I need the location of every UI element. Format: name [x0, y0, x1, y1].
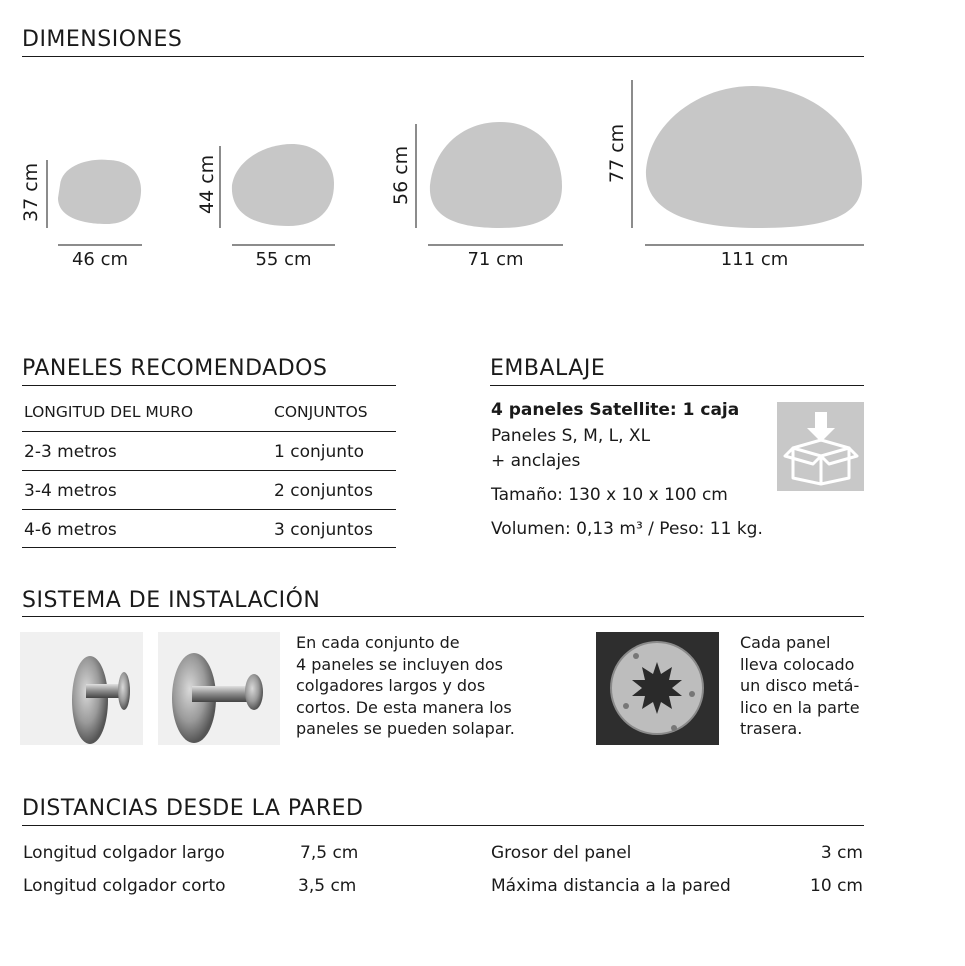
height-label-m: 44 cm: [196, 154, 218, 214]
row-sets: 2 conjuntos: [274, 481, 373, 501]
width-label-l: 71 cm: [467, 249, 524, 270]
embalaje-line2: Paneles S, M, L, XL: [491, 426, 651, 446]
disc-line: un disco metá-: [740, 676, 860, 695]
embalaje-title: EMBALAJE: [490, 356, 606, 381]
paneles-col-sets: CONJUNTOS: [274, 403, 368, 421]
hangers-line: cortos. De esta manera los: [296, 697, 512, 717]
distancias-title: DISTANCIAS DESDE LA PARED: [22, 796, 364, 821]
hanger-photo-long: [20, 632, 143, 745]
dist-value-thickness: 3 cm: [820, 843, 863, 863]
metal-disc-photo: [596, 632, 719, 745]
row-length: 3-4 metros: [24, 481, 117, 501]
disc-line: lico en la parte: [740, 697, 860, 717]
panel-shape-m: [220, 144, 335, 245]
panel-blob-m: [232, 144, 334, 226]
dist-value-max: 10 cm: [810, 876, 863, 896]
row-sets: 3 conjuntos: [274, 520, 373, 540]
panel-shape-s: [47, 160, 142, 245]
dist-label-long: Longitud colgador largo: [23, 843, 225, 863]
instalacion-rule: [22, 616, 864, 617]
hangers-line: 4 paneles se incluyen dos: [296, 654, 503, 674]
embalaje-size: Tamaño: 130 x 10 x 100 cm: [491, 485, 728, 505]
dimensions-title: DIMENSIONES: [22, 27, 183, 52]
box-download-icon: [777, 402, 864, 491]
embalaje-volume: Volumen: 0,13 m³ / Peso: 11 kg.: [491, 519, 763, 539]
width-label-s: 46 cm: [71, 249, 129, 270]
table-row: [22, 471, 396, 510]
instalacion-text-disc: [740, 632, 860, 740]
disc-line: Cada panel: [740, 633, 831, 652]
paneles-rule: [22, 385, 396, 386]
hangers-line: paneles se pueden solapar.: [296, 719, 515, 738]
disc-line: lleva colocado: [740, 654, 855, 674]
height-label-xl: 77 cm: [606, 123, 628, 183]
distancias-rule: [22, 825, 864, 826]
dist-label-max: Máxima distancia a la pared: [491, 876, 731, 896]
table-row: [22, 510, 396, 548]
row-length: 2-3 metros: [24, 442, 117, 462]
hangers-line: En cada conjunto de: [296, 633, 460, 652]
embalaje-line1: 4 paneles Satellite: 1 caja: [491, 400, 740, 420]
embalaje-rule: [490, 385, 864, 386]
paneles-header-row: [22, 392, 396, 432]
height-label-s: 37 cm: [20, 162, 42, 222]
dist-value-short: 3,5 cm: [298, 876, 357, 896]
hanger-photo-short: [158, 632, 280, 745]
panel-shape-xl: [632, 80, 864, 245]
row-sets: 1 conjunto: [274, 442, 365, 462]
width-label-m: 55 cm: [255, 249, 312, 270]
panel-blob-xl: [646, 86, 862, 228]
instalacion-text-hangers: [296, 632, 515, 740]
embalaje-line3: + anclajes: [491, 451, 581, 471]
width-label-xl: 111 cm: [720, 249, 789, 270]
paneles-table: [22, 392, 396, 548]
paneles-title: PANELES RECOMENDADOS: [22, 356, 328, 381]
instalacion-title: SISTEMA DE INSTALACIÓN: [22, 588, 321, 613]
panel-shape-l: [416, 122, 563, 245]
dimensions-rule: [22, 56, 864, 57]
paneles-col-length: LONGITUD DEL MURO: [24, 403, 194, 421]
hangers-line: colgadores largos y dos: [296, 676, 486, 695]
table-row: [22, 432, 396, 471]
panel-blob-s: [58, 160, 141, 224]
panel-blob-l: [430, 122, 562, 228]
disc-line: trasera.: [740, 719, 803, 738]
height-label-l: 56 cm: [390, 145, 412, 205]
dist-value-long: 7,5 cm: [300, 843, 359, 863]
dist-label-short: Longitud colgador corto: [23, 876, 226, 896]
row-length: 4-6 metros: [24, 520, 117, 540]
dist-label-thickness: Grosor del panel: [491, 843, 632, 863]
